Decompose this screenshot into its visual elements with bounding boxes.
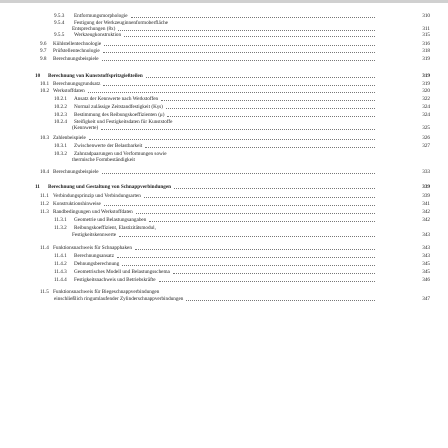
- dot-leader: [89, 139, 375, 140]
- toc-entry-page-number: 316: [422, 41, 430, 47]
- toc-entry: [54, 295, 430, 303]
- toc-entry-title: Entformungsmorphologie: [74, 13, 128, 19]
- toc-entry-number: 9.5.5: [54, 32, 65, 38]
- toc-entry-title: einschließlich ringumlaufender Zylinderschnappverbindungen: [54, 296, 184, 302]
- toc-entry-title: Funktionsnachweis für Schnapphaken: [53, 245, 132, 251]
- dot-leader: [101, 129, 375, 130]
- toc-entry-title: Berechnungsgrundsatz: [53, 81, 101, 87]
- dot-leader: [166, 108, 375, 109]
- dot-leader: [124, 36, 375, 37]
- toc-entry-number: 11.5: [40, 289, 49, 295]
- toc-entry-number: 11.4.2: [54, 261, 67, 267]
- toc-entry-page-number: 333: [422, 169, 430, 175]
- toc-entry: [72, 124, 430, 132]
- toc-entry-number: 11.4.3: [54, 269, 67, 275]
- toc-entry-title: Bestimmung des Reibungskoeffizienten (μ): [74, 112, 165, 118]
- toc-entry-number: 11.4.1: [54, 253, 67, 259]
- toc-entry-page-number: 346: [422, 277, 430, 283]
- toc-entry-number: 10.3.1: [54, 143, 67, 149]
- toc-entry-title: Kühlstellentechnologie: [53, 41, 102, 47]
- toc-entry: [54, 95, 430, 103]
- toc-entry-title: Festigkeitskennwerte: [72, 232, 117, 238]
- toc-entry-page-number: 315: [422, 32, 430, 38]
- toc-entry-title: Normal zulässige Zeitstandfestigkeit (Kγs): [74, 104, 163, 110]
- toc-entry-title: Werkstoffdaten: [53, 88, 85, 94]
- toc-entry-title: Ansatz der Kennwerte nach Werkstoffen: [74, 96, 159, 102]
- toc-entry: [54, 31, 430, 39]
- dot-leader: [145, 147, 375, 148]
- toc-entry: [72, 231, 430, 239]
- toc-entry: [35, 183, 430, 191]
- toc-entry-number: 11.2: [40, 201, 49, 207]
- toc-entry-page-number: 345: [422, 269, 430, 275]
- toc-entry-title: Werkzeugkonstruktion: [74, 32, 122, 38]
- toc-entry-title: Berechnungsbeispiele: [53, 169, 99, 175]
- toc-entry: [72, 156, 378, 164]
- toc-entry-number: 11.3.2: [54, 225, 67, 231]
- dot-leader: [102, 60, 375, 61]
- toc-entry: [40, 47, 430, 55]
- toc-entry-page-number: 319: [422, 81, 430, 87]
- dot-leader: [161, 100, 375, 101]
- toc-entry-number: 10.3.2: [54, 151, 67, 157]
- toc-entry: [54, 216, 430, 224]
- toc-entry-number: 11.4: [40, 245, 49, 251]
- toc-entry: [54, 103, 430, 111]
- toc-entry-title: Prüfstellentechnologie: [53, 48, 100, 54]
- dot-leader: [122, 265, 375, 266]
- toc-entry-page-number: 324: [422, 112, 430, 118]
- toc-entry-page-number: 342: [422, 217, 430, 223]
- toc-entry-number: 10.2.1: [54, 96, 67, 102]
- toc-entry-number: 10.4: [40, 169, 50, 175]
- toc-entry-number: 10.3: [40, 135, 50, 141]
- toc-entry-page-number: 341: [422, 201, 430, 207]
- toc-entry-page-number: 319: [422, 73, 430, 79]
- dot-leader: [144, 197, 375, 198]
- toc-entry-title: Dehnungsberechnung: [74, 261, 120, 267]
- toc-entry-number: 9.7: [40, 48, 47, 54]
- toc-entry-number: 10.2.4: [54, 119, 67, 125]
- toc-entry-title: Geometrisches Modell und Belastungsschema: [74, 269, 170, 275]
- toc-entry: [40, 200, 430, 208]
- dot-leader: [103, 85, 375, 86]
- dot-leader: [117, 257, 375, 258]
- dot-leader: [119, 236, 375, 237]
- toc-entry-title: Entsprechungen (8x): [72, 26, 116, 32]
- toc-entry-page-number: 339: [422, 184, 430, 190]
- toc-entry: [40, 134, 430, 142]
- toc-entry-number: 9.5.4: [54, 20, 65, 26]
- toc-entry-number: 9.5.3: [54, 13, 65, 19]
- toc-entry: [40, 192, 430, 200]
- dot-leader: [174, 188, 375, 189]
- toc-entry-page-number: 342: [422, 209, 430, 215]
- dot-leader: [135, 249, 375, 250]
- toc-entry-page-number: 343: [422, 232, 430, 238]
- toc-entry: [54, 276, 430, 284]
- toc-entry-title: Reibungskoeffizient, Elastizitätsmodul,: [74, 225, 156, 231]
- toc-entry-page-number: 345: [422, 261, 430, 267]
- toc-entry-title: Berechnung von Kunststoffspritzgießteilen: [48, 73, 143, 79]
- dot-leader: [131, 17, 375, 18]
- toc-entry-title: Konstruktionshinweise: [53, 201, 101, 207]
- toc-entry-page-number: 310: [422, 13, 430, 19]
- toc-entry-number: 11.3: [40, 209, 49, 215]
- toc-entry-title: Berechnungsbeispiele: [53, 56, 99, 62]
- toc-entry-title: Zahnradpaarungen und Verformungen sowie: [74, 151, 167, 157]
- toc-entry-title: Berechnungsansatz: [74, 253, 115, 259]
- toc-entry-page-number: 326: [422, 135, 430, 141]
- toc-entry-title: Geometrie und Belastungsangaben: [74, 217, 147, 223]
- dot-leader: [173, 273, 375, 274]
- toc-entry: [54, 252, 430, 260]
- toc-entry-page-number: 327: [422, 143, 430, 149]
- toc-entry-title: (Kennwerte): [72, 125, 99, 131]
- toc-entry: [40, 87, 430, 95]
- dot-leader: [146, 77, 375, 78]
- toc-entry-page-number: 322: [422, 96, 430, 102]
- toc-entry: [54, 142, 430, 150]
- toc-entry-title: Zahlenbeispiele: [53, 135, 86, 141]
- toc-entry: [35, 72, 430, 80]
- toc-entry-page-number: 343: [422, 245, 430, 251]
- toc-entry-page-number: 318: [422, 48, 430, 54]
- toc-entry-page-number: 311: [422, 26, 430, 32]
- toc-entry-page-number: 324: [422, 104, 430, 110]
- toc-entry-page-number: 319: [422, 56, 430, 62]
- toc-entry-number: 10.1: [40, 81, 50, 87]
- toc-entry-page-number: 347: [422, 296, 430, 302]
- toc-entry: [54, 260, 430, 268]
- toc-entry: [54, 268, 430, 276]
- dot-leader: [88, 92, 375, 93]
- dot-leader: [102, 173, 375, 174]
- dot-leader: [136, 213, 375, 214]
- toc-entry-number: 10.2.3: [54, 112, 67, 118]
- toc-entry-title: thermische Formbeständigkeit: [72, 157, 135, 163]
- toc-entry-number: 11.3.1: [54, 217, 67, 223]
- toc-entry-title: Randbedingungen und Werkstoffdaten: [53, 209, 133, 215]
- toc-entry-page-number: 325: [422, 125, 430, 131]
- toc-entry-title: Festigung der Werkzeuginnenformoberfläche: [74, 20, 168, 26]
- toc-entry-number: 11.1: [40, 193, 49, 199]
- toc-entry-page-number: 320: [422, 88, 430, 94]
- toc-entry-number: 11: [35, 184, 40, 190]
- toc-entry: [40, 244, 430, 252]
- toc-entry-number: 9.6: [40, 41, 47, 47]
- toc-entry-number: 10: [35, 73, 41, 79]
- toc-entry-number: 9.8: [40, 56, 47, 62]
- toc-entry: [40, 208, 430, 216]
- toc-entry-title: Festigkeitsnachweis und Betriebskräfte: [74, 277, 156, 283]
- toc-entry-title: Berechnung und Gestaltung von Schnappverbindungen: [48, 184, 172, 190]
- toc-entry-title: Funktionsnachweis für Biegeschnappverbindungen: [53, 289, 160, 295]
- dot-leader: [103, 52, 375, 53]
- dot-leader: [149, 221, 375, 222]
- toc-entry-page-number: 339: [422, 193, 430, 199]
- toc-entry: [40, 55, 430, 63]
- toc-entry-number: 10.2: [40, 88, 50, 94]
- toc-entry-number: 11.4.4: [54, 277, 67, 283]
- toc-entry-title: Zwischenwerte der Belastbarkeit: [74, 143, 143, 149]
- toc-entry-number: 10.2.2: [54, 104, 67, 110]
- dot-leader: [159, 281, 375, 282]
- dot-leader: [104, 205, 375, 206]
- dot-leader: [186, 300, 375, 301]
- toc-entry-title: Verbindungsprinzip und Verbindungsarten: [53, 193, 141, 199]
- toc-entry-page-number: 343: [422, 253, 430, 259]
- toc-entry-title: Steifigkeit und Festigkeitsdaten für Kunststoffe: [74, 119, 173, 125]
- toc-entry: [40, 168, 430, 176]
- dot-leader: [104, 45, 375, 46]
- top-edge: [0, 0, 448, 3]
- dot-leader: [167, 116, 375, 117]
